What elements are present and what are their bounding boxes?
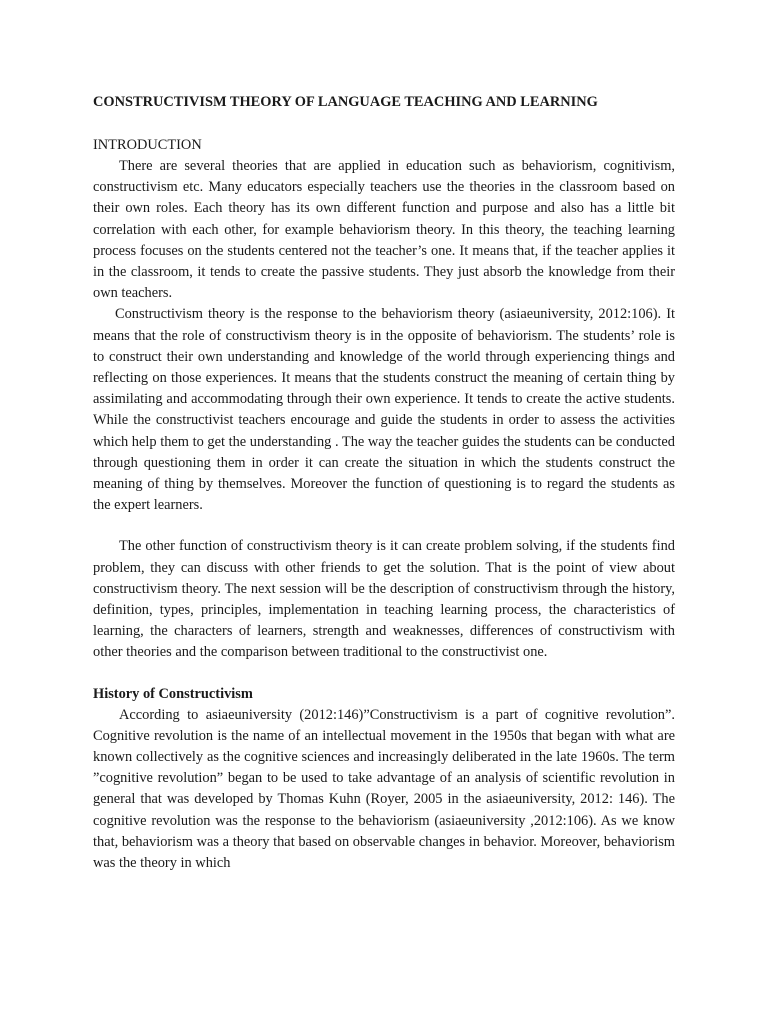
document-page xyxy=(93,92,675,874)
paragraph-history: According to asiaeuniversity (2012:146)”Constructivism is a part of cognitive revolution”. Cognitive revolution is the name of an intellectual movement in the 1950s that began with what are known collectively as the cognitive sciences and increasingly deliberated in the late 1960s. The term ”cognitive revolution” began to be used to take advantage of an analysis of scientific revolution in general that was developed by Thomas Kuhn (Royer, 2005 in the asiaeuniversity, 2012: 146). The cognitive revolution was the response to the behaviorism (asiaeuniversity ,2012:106). As we know that, behaviorism was a theory that based on observable changes in behavior. Moreover, behaviorism was the theory in which xyxy=(93,706,675,872)
paragraph-response: Constructivism theory is the response to the behaviorism theory (asiaeuniversity, 2012:106). It means that the role of constructivism theory is in the opposite of behaviorism. The students’ role is to construct their own understanding and knowledge of the world through experiencing things and reflecting on those experiences. It means that the students construct the meaning of certain thing by assimilating and accommodating through their own experience. It tends to create the active students. While the constructivist teachers encourage and guide the students in order to assess the activities which help them to get the understanding . The way the teacher guides the students can be conducted through questioning them in order it can create the situation in which the students construct the meaning of thing by themselves. Moreover the function of questioning is to regard the students as the expert learners. xyxy=(93,306,675,514)
introduction-label: INTRODUCTION xyxy=(93,137,202,153)
paragraph-problem-solving: The other function of constructivism theory is it can create problem solving, if the students find problem, they can discuss with other friends to get the solution. That is the point of view about constructivism theory. The next session will be the description of constructivism through the history, definition, types, principles, implementation in teaching learning process, the characteristics of learning, the characters of learners, strength and weaknesses, differences of constructivism with other theories and the comparison between traditional to the constructivist one. xyxy=(93,538,675,661)
history-heading: History of Constructivism xyxy=(93,685,253,702)
paragraph-intro: There are several theories that are applied in education such as behaviorism, cognitivism, constructivism etc. Many educators especially teachers use the theories in the classroom based on their own roles. Each theory has its own different function and purpose and also has a little bit correlation with each other, for example behaviorism theory. In this theory, the teaching learning process focuses on the students centered not the teacher’s one. It means that, if the teacher applies it in the classroom, it tends to create the passive students. They just absorb the knowledge from their own teachers. xyxy=(93,158,675,302)
document-title: CONSTRUCTIVISM THEORY OF LANGUAGE TEACHING AND LEARNING xyxy=(93,94,598,110)
